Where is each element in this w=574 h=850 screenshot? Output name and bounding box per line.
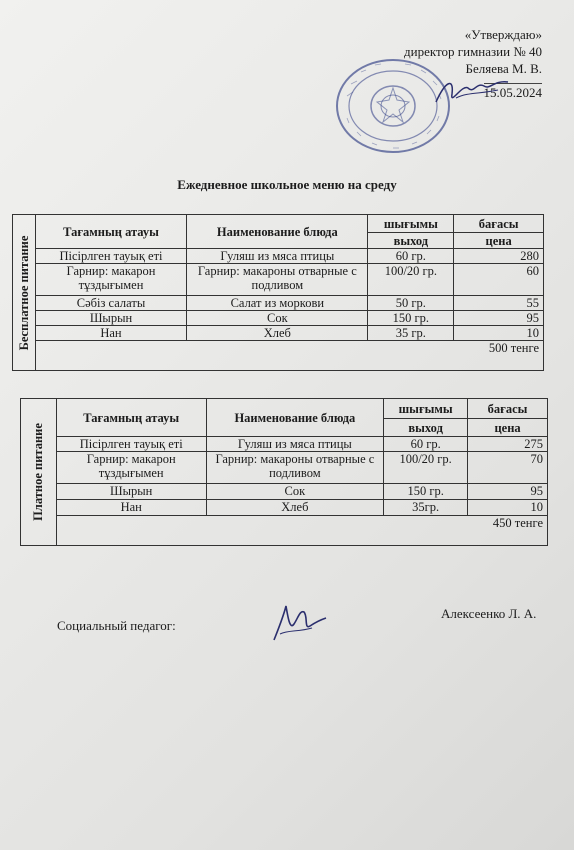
dish-kz: Нан [56,500,206,516]
header-dish-ru: Наименование блюда [206,399,384,437]
free-meals-side-label: Бесплатное питание [13,215,36,371]
table-row [21,437,548,452]
dish-ru: Гарнир: макароны отварные с подливом [206,452,384,484]
price: 70 [468,452,548,484]
yield: 100/20 гр. [384,452,468,484]
price: 10 [468,500,548,516]
approval-date: 15.05.2024 [483,85,542,100]
dish-ru: Хлеб [187,326,368,341]
price: 280 [454,249,544,264]
dish-ru: Гуляш из мяса птицы [206,437,384,452]
table-row [21,452,548,484]
header-yield-kz: шығымы [368,215,454,233]
pedagog-name: Алексеенко Л. А. [441,606,537,621]
dish-kz: Нан [35,326,186,341]
dish-kz: Гарнир: макарон тұздығымен [35,264,186,296]
header-dish-kz: Тағамның атауы [35,215,186,249]
table-row [13,296,544,311]
free-meals-table [12,214,544,371]
table-row [13,249,544,264]
yield: 150 гр. [384,484,468,500]
dish-ru: Сок [206,484,384,500]
yield: 60 гр. [384,437,468,452]
dish-kz: Пісірлген тауық еті [35,249,186,264]
approver-position: директор гимназии № 40 [404,44,542,59]
dish-kz: Шырын [56,484,206,500]
price: 95 [468,484,548,500]
document-title: Ежедневное школьное меню на среду [177,177,397,192]
yield: 35гр. [384,500,468,516]
dish-ru: Хлеб [206,500,384,516]
header-dish-ru: Наименование блюда [187,215,368,249]
dish-kz: Сәбіз салаты [35,296,186,311]
dish-ru: Салат из моркови [187,296,368,311]
yield: 60 гр. [368,249,454,264]
header-yield-ru: выход [384,419,468,437]
price: 60 [454,264,544,296]
dish-kz: Гарнир: макарон тұздығымен [56,452,206,484]
header-price-kz: бағасы [468,399,548,419]
header-yield-kz: шығымы [384,399,468,419]
table-row [21,484,548,500]
yield: 50 гр. [368,296,454,311]
total-amount: 450 тенге [56,516,547,546]
pedagog-signature [268,600,328,646]
paid-meals-table [20,398,548,546]
header-price-kz: бағасы [454,215,544,233]
header-dish-kz: Тағамның атауы [56,399,206,437]
price: 95 [454,311,544,326]
header-yield-ru: выход [368,233,454,249]
table-row [13,326,544,341]
pedagog-label: Социальный педагог: [57,618,176,633]
dish-ru: Гарнир: макароны отварные с подливом [187,264,368,296]
yield: 100/20 гр. [368,264,454,296]
approver-name: Беляева М. В. [465,61,542,76]
header-price-ru: цена [468,419,548,437]
header-price-ru: цена [454,233,544,249]
table-row [21,500,548,516]
total-amount: 500 тенге [35,341,543,371]
dish-kz: Пісірлген тауық еті [56,437,206,452]
dish-ru: Сок [187,311,368,326]
yield: 35 гр. [368,326,454,341]
approve-label: «Утверждаю» [464,27,542,42]
dish-kz: Шырын [35,311,186,326]
table-row [13,264,544,296]
yield: 150 гр. [368,311,454,326]
price: 275 [468,437,548,452]
table-row [13,311,544,326]
director-signature [432,72,512,112]
dish-ru: Гуляш из мяса птицы [187,249,368,264]
price: 55 [454,296,544,311]
paid-meals-side-label: Платное питание [21,399,57,546]
price: 10 [454,326,544,341]
